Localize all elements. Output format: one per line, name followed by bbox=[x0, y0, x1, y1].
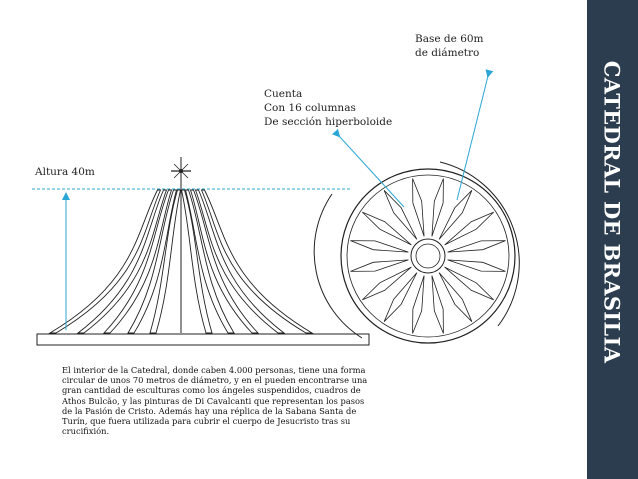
cathedral-elevation bbox=[37, 157, 369, 345]
plan-column bbox=[351, 241, 409, 253]
plan-column bbox=[432, 276, 444, 334]
plan-column bbox=[413, 179, 425, 237]
cross-icon bbox=[171, 157, 191, 333]
page-title: CATEDRAL DE BRASILIA bbox=[599, 60, 625, 364]
columns-label-line2: Con 16 columnas bbox=[264, 102, 356, 114]
plan-column bbox=[448, 241, 506, 253]
columns-label-line3: De sección hiperboloide bbox=[264, 116, 393, 128]
plan-column bbox=[351, 260, 409, 272]
base-label-line2: de diámetro bbox=[415, 47, 480, 59]
columns-label bbox=[264, 87, 392, 129]
description-text: El interior de la Catedral, donde caben 4.000 personas, tiene una forma circular de unos 70 metros de diámetro, y en el pueden encontrarse una gran cantidad de esculturas como los ángeles suspendidos, cuadros de Athos Bulcão, y las pinturas de Di Cavalcanti que representan los pasos de la Pasión de Cristo. Además hay una réplica de la Sabana Santa de Turín, que fuera utilizada para cubrir el cuerpo de Jesucristo tras su crucifixión. bbox=[62, 365, 368, 437]
plan-column bbox=[448, 260, 506, 272]
base-label-line1: Base de 60m bbox=[415, 33, 484, 45]
base-slab bbox=[37, 334, 369, 345]
plan-outer-arc-left bbox=[314, 194, 362, 338]
base-label bbox=[415, 32, 484, 60]
columns-arrow bbox=[339, 136, 404, 207]
columns-label-line1: Cuenta bbox=[264, 88, 303, 100]
height-label: Altura 40m bbox=[35, 166, 95, 178]
plan-center-core bbox=[416, 244, 440, 268]
plan-column bbox=[432, 179, 444, 237]
plan-column bbox=[413, 276, 425, 334]
